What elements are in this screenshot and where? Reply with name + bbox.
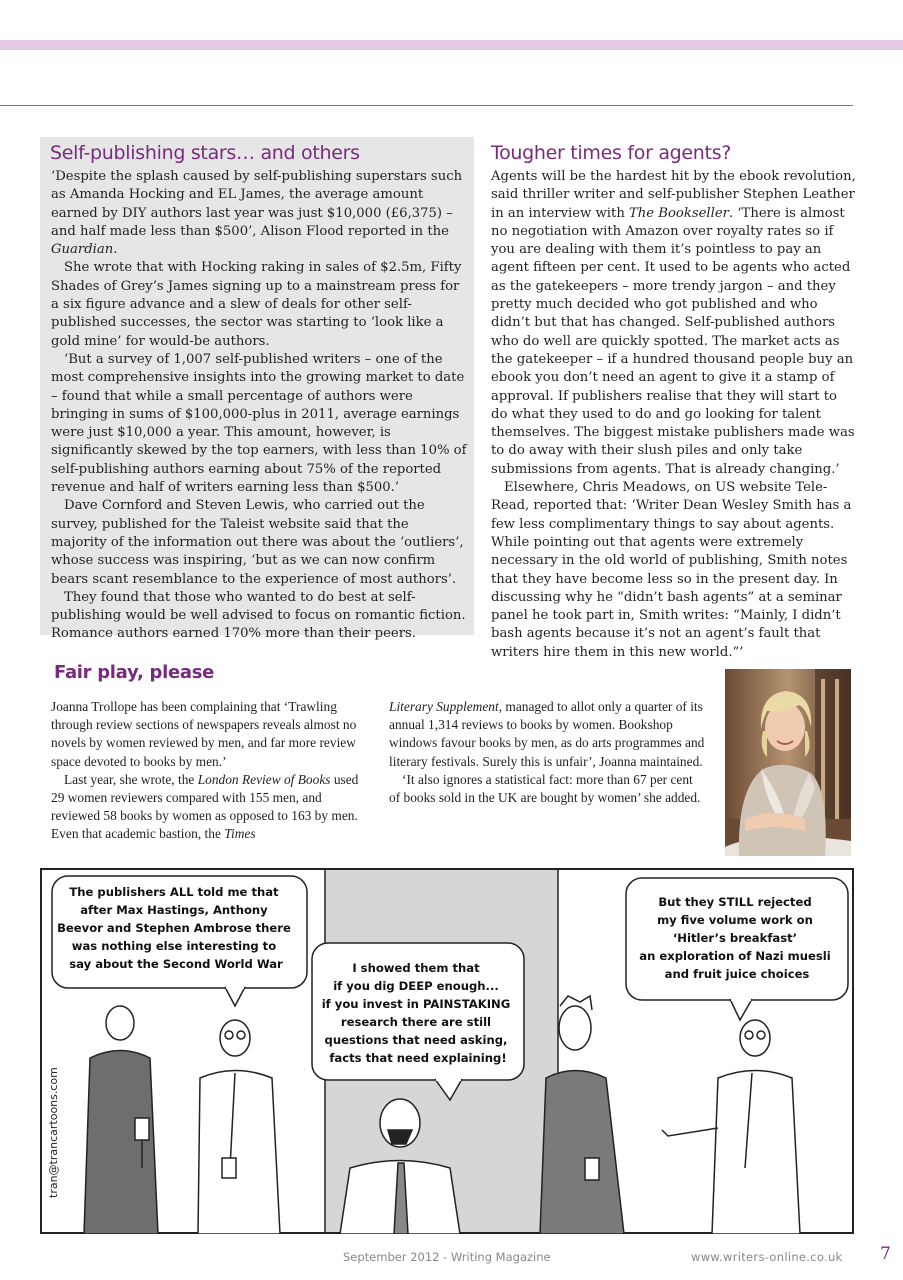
paragraph: Dave Cornford and Steven Lewis, who carried out the survey, published for the Taleist website said that the majority of the information out there was about the ‘outliers’, whose success was inspiring, ‘but as we can now confirm bears scant resemblance to the experience of most authors’.: [51, 498, 464, 587]
header-rule: [0, 105, 853, 106]
paragraph: They found that those who wanted to do best at self-publishing would be well advised to focus on romantic fiction. Romance authors earned 170% more than their peers.: [51, 589, 466, 642]
speech-bubble-1: [52, 876, 307, 1006]
paragraph: ‘It also ignores a statistical fact: more than 67 per cent of books sold in the UK are bought by women’ she added.: [389, 771, 701, 806]
paragraph: She wrote that with Hocking raking in sales of $2.5m, Fifty Shades of Grey’s James signing up to a mainstream press for a six figure advance and a slew of deals for other self-published successes, the sector was starting to ‘look like a gold mine’ for would-be authors.: [51, 260, 462, 349]
page-number: 7: [880, 1244, 891, 1264]
paragraph: Last year, she wrote, the London Review of Books used 29 women reviewers compared with 155 men, and reviewed 58 books by women as opposed to 163 by men. Even that academic bastion, the Times: [51, 771, 359, 842]
paragraph: Joanna Trollope has been complaining that ‘Trawling through review sections of newspapers reveals almost no novels by women reviewed by men, and far more review space devoted to books by men.’: [51, 699, 357, 769]
svg-text:I showed them that if: I showed them that if you dig DEEP enough... if you invest in PAINSTAKING research there are still questions that need asking, facts that need explaining!: [321, 961, 511, 1065]
author-photo: [725, 669, 851, 856]
paragraph: ‘Despite the splash caused by self-publishing superstars such as Amanda Hocking and EL James, the average amount earned by DIY authors last year was just $10,000 (£6,375) – and half made less than $500’, Alison Flood reported in the Guardian.: [51, 169, 463, 258]
footer-issue: September 2012 - Writing Magazine: [343, 1250, 551, 1264]
paragraph: Literary Supplement, managed to allot only a quarter of its annual 1,314 reviews to books by women. Bookshop windows favour books by men, as do arts programmes and literary festivals. Surely this is unfair’, Joanna maintained.: [389, 699, 705, 769]
agents-article: [491, 168, 857, 662]
speech-bubble-2: [312, 943, 524, 1100]
paragraph: Agents will be the hardest hit by the ebook revolution, said thriller writer and self-publisher Stephen Leather in an interview with The Bookseller. ‘There is almost no negotiation with Amazon over royalty rates so if you are dealing with them it’s pointless to pay an agent fifteen per cent. It used to be agents who acted as the gatekeepers – more trendy jargon – and they pretty much decided who got published and who didn’t but that has changed. Self-published authors who do well are quickly spotted. The market acts as the gatekeeper – if a hundred thousand people buy an ebook you don’t need an agent to give it a stamp of approval. If publishers realise that they will start to do what they used to do and go looking for talent themselves. The biggest mistake publishers made was to do away with their slush piles and only take submissions from agents. That is already changing.’: [491, 169, 856, 477]
footer-website-link[interactable]: www.writers-online.co.uk: [691, 1250, 843, 1264]
svg-text:The publishers ALL told me tha: The publishers ALL told me that after Max Hastings, Anthony Beevor and Stephen Ambrose there was nothing else interesting to say about the Second World War: [57, 885, 291, 971]
agents-heading: Tougher times for agents?: [491, 142, 732, 164]
self-publishing-article: [51, 168, 468, 644]
fair-play-heading: Fair play, please: [54, 662, 215, 683]
times-italic: Times: [224, 826, 256, 842]
paragraph: Elsewhere, Chris Meadows, on US website Tele-Read, reported that: ‘Writer Dean Wesley Smith has a few less complimentary things to say about agents. While pointing out that agents were extremely necessary in the old world of publishing, Smith notes that they have become less so in the present day. In discussing why he “didn’t bash agents” at a seminar panel he took part in, Smith writes: “Mainly, I didn’t bash agents because it’s not an agent’s fault that writers hire them in this new world.”’: [491, 480, 852, 660]
fair-play-column-1: [51, 698, 363, 844]
svg-text:But they STILL rejected: But they STILL rejected my five volume work on ‘Hitler’s breakfast’ an exploration of Nazi muesli and fruit juice choices: [639, 895, 831, 981]
fair-play-column-2: [389, 698, 705, 807]
speech-bubble-3: [626, 878, 848, 1020]
cartoon-strip: [40, 868, 854, 1234]
paragraph: ‘But a survey of 1,007 self-published writers – one of the most comprehensive insights into the growing market to date – found that while a small percentage of authors were bringing in sums of $100,000-plus in 2011, average earnings were just $10,000 a year. This amount, however, is significantly skewed by the top earners, with less than 10% of self-publishing authors earning about 75% of the reported revenue and half of writers earning less than $500.’: [51, 351, 467, 496]
top-color-band: [0, 40, 903, 50]
cartoon-credit: tran@trancartoons.com: [47, 1067, 60, 1198]
self-publishing-heading: Self-publishing stars… and others: [50, 142, 360, 164]
